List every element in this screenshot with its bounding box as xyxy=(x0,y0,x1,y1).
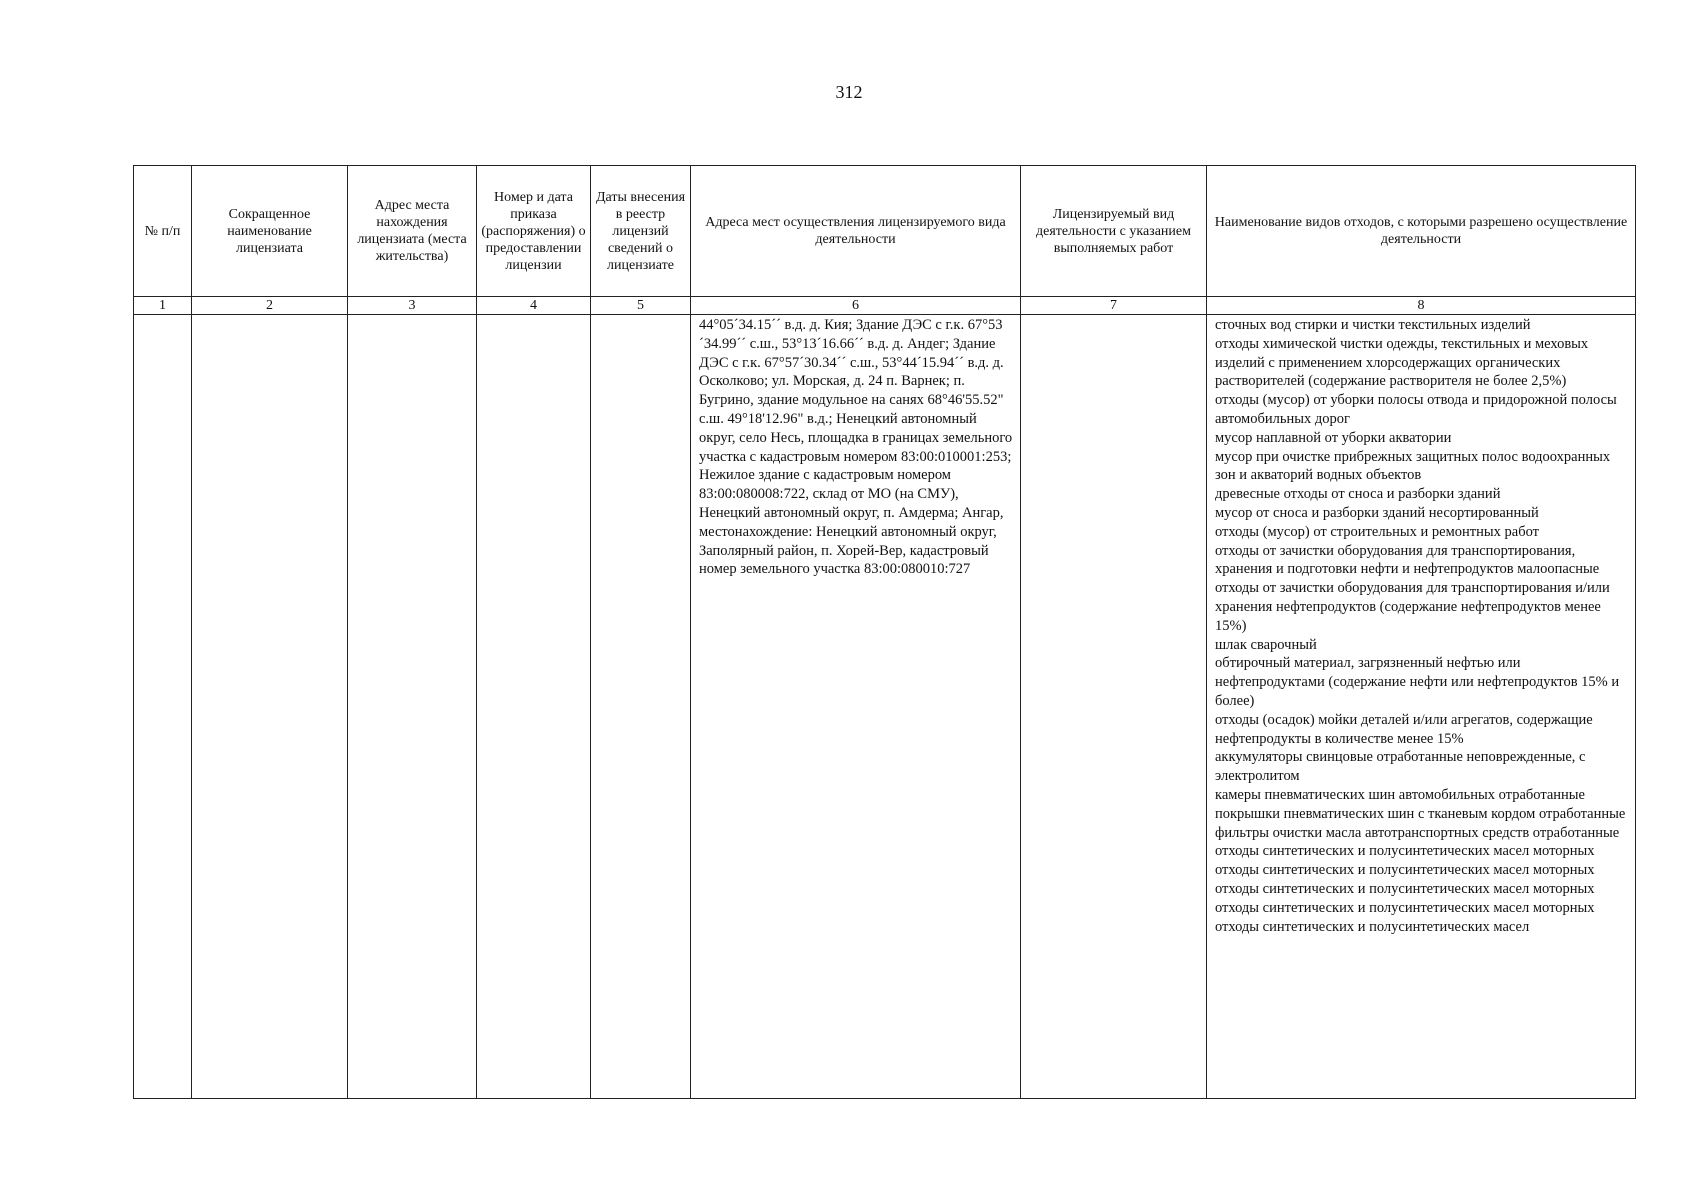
waste-type-item: отходы от зачистки оборудования для транспортирования и/или хранения нефтепродуктов (содержание нефтепродуктов менее 15%) xyxy=(1215,580,1610,634)
waste-type-item: шлак сварочный xyxy=(1215,636,1317,653)
waste-type-item: покрышки пневматических шин с тканевым кордом отработанные xyxy=(1215,805,1626,822)
waste-type-item: камеры пневматических шин автомобильных отработанные xyxy=(1215,786,1585,803)
waste-type-item: мусор от сноса и разборки зданий несортированный xyxy=(1215,504,1539,521)
waste-type-item: отходы синтетических и полусинтетических масел моторных xyxy=(1215,880,1595,897)
waste-type-item: отходы (осадок) мойки деталей и/или агрегатов, содержащие нефтепродукты в количестве менее 15% xyxy=(1215,711,1593,747)
waste-types-list xyxy=(1207,315,1635,936)
waste-type-item: отходы синтетических и полусинтетических масел моторных xyxy=(1215,899,1595,916)
table-row xyxy=(134,315,1636,1099)
cell-order xyxy=(477,315,591,1099)
header-order: Номер и дата приказа (распоряжения) о предоставлении лицензии xyxy=(477,166,591,297)
column-number: 5 xyxy=(591,297,691,315)
column-number: 4 xyxy=(477,297,591,315)
waste-type-item: мусор наплавной от уборки акватории xyxy=(1215,429,1452,446)
waste-type-item: фильтры очистки масла автотранспортных средств отработанные xyxy=(1215,824,1620,841)
waste-type-item: отходы (мусор) от строительных и ремонтных работ xyxy=(1215,523,1539,540)
column-number: 6 xyxy=(691,297,1021,315)
waste-type-item: отходы от зачистки оборудования для транспортирования, хранения и подготовки нефти и нефтепродуктов малоопасные xyxy=(1215,542,1600,578)
waste-type-item: обтирочный материал, загрязненный нефтью или нефтепродуктами (содержание нефти или нефтепродуктов 15% и более) xyxy=(1215,655,1620,709)
column-number: 2 xyxy=(192,297,348,315)
header-row xyxy=(134,166,1636,297)
header-activity-addresses: Адреса мест осуществления лицензируемого вида деятельности xyxy=(691,166,1021,297)
page-number: 312 xyxy=(835,82,863,102)
cell-licensee-name xyxy=(192,315,348,1099)
column-number: 3 xyxy=(348,297,477,315)
cell-registry-dates xyxy=(591,315,691,1099)
waste-type-item: отходы (мусор) от уборки полосы отвода и придорожной полосы автомобильных дорог xyxy=(1215,392,1617,427)
header-waste-types: Наименование видов отходов, с которыми разрешено осуществление деятельности xyxy=(1207,166,1636,297)
license-register-table xyxy=(133,165,1636,1099)
column-number: 1 xyxy=(134,297,192,315)
cell-licensee-address xyxy=(348,315,477,1099)
cell-activity-addresses-wrapper xyxy=(691,315,1021,1099)
cell-number xyxy=(134,315,192,1099)
waste-type-item: отходы синтетических и полусинтетических масел моторных xyxy=(1215,843,1595,860)
column-number-row xyxy=(134,297,1636,315)
waste-type-item: отходы химической чистки одежды, текстильных и меховых изделий с применением хлорсодержащих органических растворителей (содержание растворителя не более 2,5%) xyxy=(1215,335,1589,390)
waste-type-item: мусор при очистке прибрежных защитных полос водоохранных зон и акваторий водных объектов xyxy=(1215,448,1611,484)
waste-type-item: сточных вод стирки и чистки текстильных изделий xyxy=(1215,317,1531,333)
header-licensee-name: Сокращенное наименование лицензиата xyxy=(192,166,348,297)
header-number: № п/п xyxy=(134,166,192,297)
cell-activity-addresses: 44°05´34.15´´ в.д. д. Кия; Здание ДЭС с г.к. 67°53´34.99´´ с.ш., 53°13´16.66´´ в.д. д. Андег; Здание ДЭС с г.к. 67°57´30.34´´ с.ш., 53°44´15.94´´ в.д. д. Осколково; ул. Морская, д. 24 п. Варнек; п. Бугрино, здание модульное на санях 68°46'55.52" с.ш. 49°18'12.96" в.д.; Ненецкий автономный округ, село Несь, площадка в границах земельного участка с кадастровым номером 83:00:010001:253; Нежилое здание с кадастровым номером 83:00:080008:722, склад от МО (на СМУ), Ненецкий автономный округ, п. Амдерма; Ангар, местонахождение: Ненецкий автономный округ, Заполярный район, п. Хорей-Вер, кадастровый номер земельного участка 83:00:080010:727 xyxy=(699,317,1013,578)
cell-waste-types-wrapper xyxy=(1207,315,1636,1099)
column-number: 8 xyxy=(1207,297,1636,315)
cell-activity-type xyxy=(1021,315,1207,1099)
header-registry-dates: Даты внесения в реестр лицензий сведений о лицензиате xyxy=(591,166,691,297)
waste-type-item: аккумуляторы свинцовые отработанные неповрежденные, с электролитом xyxy=(1215,749,1586,785)
waste-type-item: отходы синтетических и полусинтетических масел xyxy=(1215,918,1530,935)
header-activity-type: Лицензируемый вид деятельности с указанием выполняемых работ xyxy=(1021,166,1207,297)
header-licensee-address: Адрес места нахождения лицензиата (места жительства) xyxy=(348,166,477,297)
waste-type-item: отходы синтетических и полусинтетических масел моторных xyxy=(1215,862,1595,879)
waste-type-item: древесные отходы от сноса и разборки зданий xyxy=(1215,486,1501,503)
column-number: 7 xyxy=(1021,297,1207,315)
